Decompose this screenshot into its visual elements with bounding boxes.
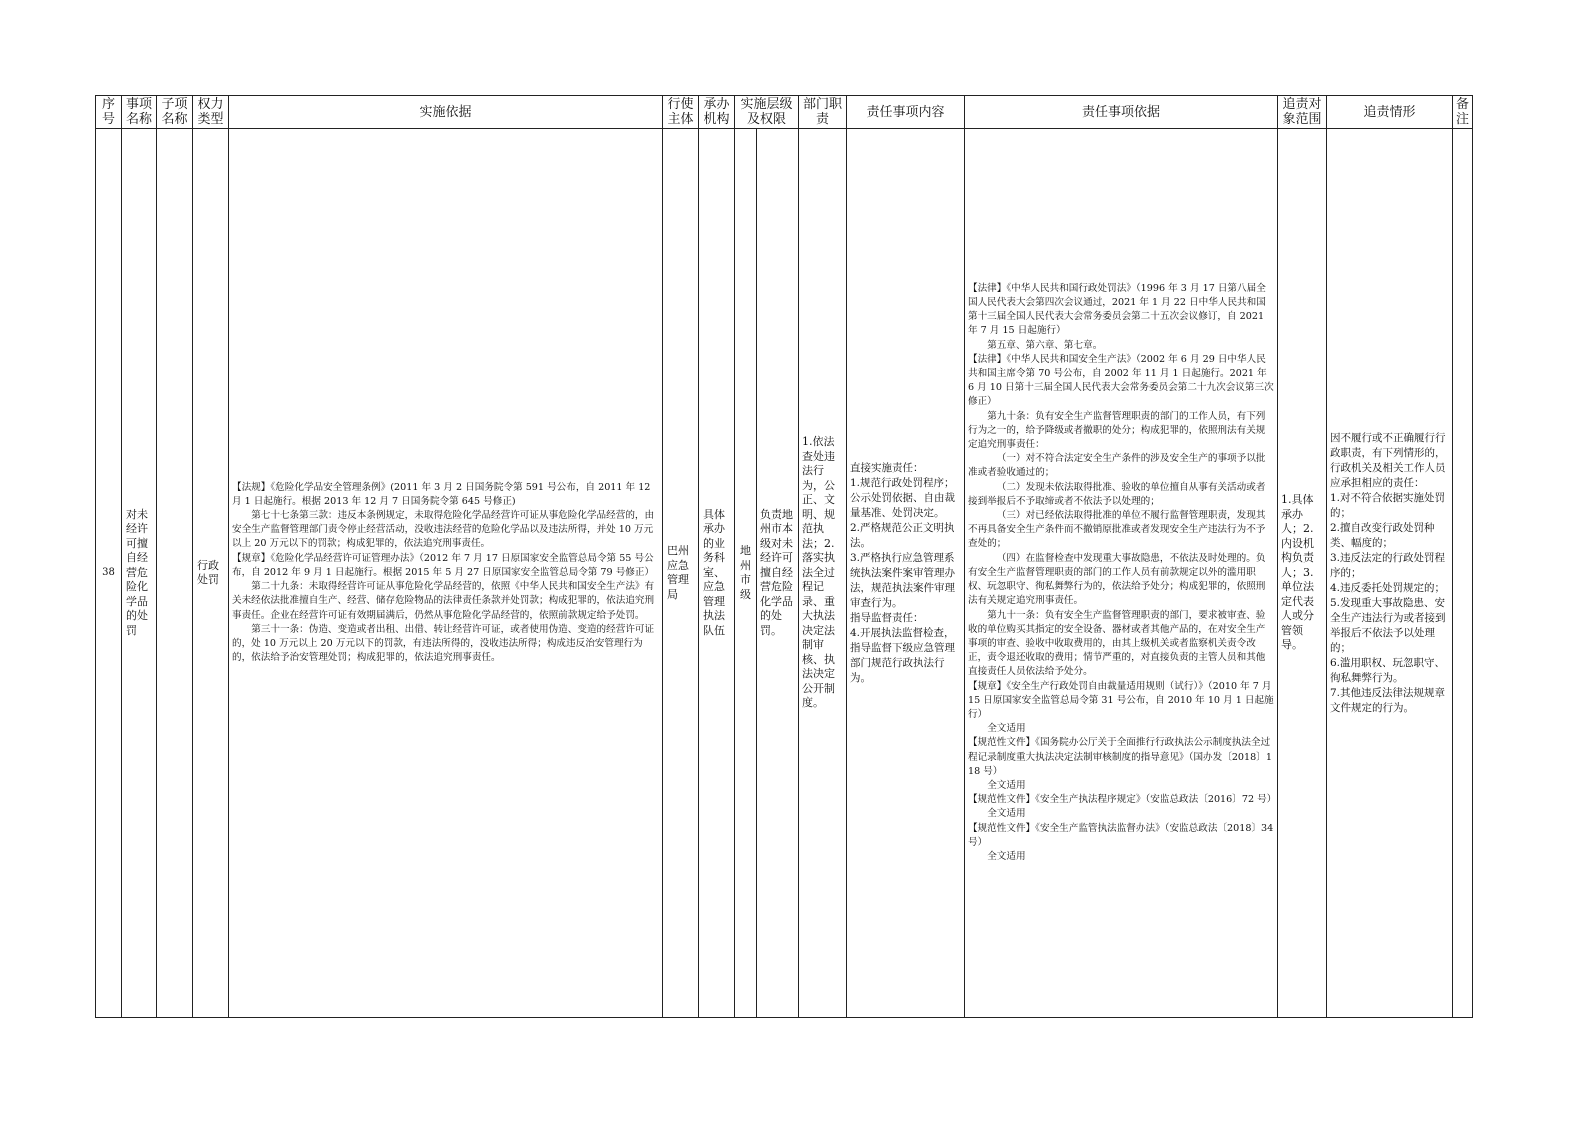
header-level: 实施层级及权限: [735, 96, 799, 129]
header-resp-content: 责任事项内容: [847, 96, 965, 129]
table-row: [96, 129, 1473, 1018]
row-resp-basis: [965, 129, 1278, 1018]
resp-content-line: 直接实施责任：: [850, 461, 924, 474]
acc-situation-line: 1.对不符合依据实施处罚的；: [1330, 491, 1446, 519]
resp-basis-paragraph: 全文适用: [987, 723, 1026, 735]
header-remark: 备注: [1453, 96, 1473, 129]
header-acc-scope: 追责对象范围: [1278, 96, 1327, 129]
document-page: [95, 95, 1473, 1018]
acc-situation-line: 7.其他违反法律法规规章文件规定的行为。: [1330, 686, 1446, 714]
row-acc-scope: 1.具体承办人；2.内设机构负责人；3.单位法定代表人或分管领导。: [1278, 129, 1327, 1018]
acc-situation-line: 因不履行或不正确履行行政职责，有下列情形的，行政机关及相关工作人员应承担相应的责任：: [1330, 431, 1446, 489]
row-power-type: 行政处罚: [193, 129, 229, 1018]
basis-paragraph: 第二十九条：未取得经营许可证从事危险化学品经营的，依照《中华人民共和国安全生产法》有关未经依法批准擅自生产、经营、储存危险物品的法律责任条款并处罚款；构成犯罪的，依法追究刑事责任。企业在经营许可证有效期届满后，仍然从事危险化学品经营的，依照前款规定给予处罚。: [232, 581, 655, 621]
basis-paragraph: 【规章】《危险化学品经营许可证管理办法》（2012 年 7 月 17 日原国家安全监管总局令第 55 号公布，自 2012 年 9 月 1 日起施行。根据 2015 年 5 月 27 日原国家安全监管总局令第 79 号修正）: [232, 552, 655, 578]
header-basis: 实施依据: [229, 96, 663, 129]
resp-content-line: 1.规范行政处罚程序；公示处罚依据、自由裁量基准、处罚决定。: [850, 476, 955, 519]
row-sub-item-name: [157, 129, 193, 1018]
resp-content-line: 2.严格规范公正文明执法。: [850, 521, 955, 549]
acc-situation-line: 6.滥用职权、玩忽职守、徇私舞弊行为。: [1330, 656, 1446, 684]
header-dept-duty: 部门职责: [799, 96, 847, 129]
row-acc-situation: [1327, 129, 1453, 1018]
header-seq: 序号: [96, 96, 122, 129]
resp-content-line: 3.严格执行应急管理系统执法案件案审管理办法，规范执法案件审理审查行为。: [850, 551, 955, 609]
acc-situation-line: 2.擅自改变行政处罚种类、幅度的；: [1330, 521, 1435, 549]
resp-basis-paragraph: 【法律】《中华人民共和国安全生产法》（2002 年 6 月 29 日中华人民共和国主席令第 70 号公布，自 2002 年 11 月 1 日起施行。2021 年 6 月 10 日第十三届全国人民代表大会常务委员会第二十九次会议第三次修正）: [968, 353, 1274, 408]
basis-paragraph: 第七十七条第三款：违反本条例规定，未取得危险化学品经营许可证从事危险化学品经营的，由安全生产监督管理部门责令停止经营活动，没收违法经营的危险化学品以及违法所得，并处 10 万元以上 20 万元以下的罚款；构成犯罪的，依法追究刑事责任。: [232, 510, 655, 550]
resp-content-line: 指导监督责任：: [850, 611, 924, 624]
resp-basis-paragraph: 第五章、第六章、第七章。: [987, 339, 1103, 351]
row-subject: 巴州应急管理局: [663, 129, 699, 1018]
row-item-name: 对未经许可擅自经营危险化学品的处罚: [122, 129, 157, 1018]
basis-paragraph: 第三十一条：伪造、变造或者出租、出借、转让经营许可证，或者使用伪造、变造的经营许可证的，处 10 万元以上 20 万元以下的罚款，有违法所得的，没收违法所得；构成违反治安管理行为的，依法给予治安管理处罚；构成犯罪的，依法追究刑事责任。: [232, 623, 655, 664]
header-subject: 行使主体: [663, 96, 699, 129]
resp-basis-paragraph: 【规章】《安全生产行政处罚自由裁量适用规则（试行）》（2010 年 7 月 15 日原国家安全监管总局令第 31 号公布，自 2010 年 10 月 1 日起施行）: [968, 680, 1274, 720]
row-seq: 38: [96, 129, 122, 1018]
basis-paragraph: 【法规】《危险化学品安全管理条例》(2011 年 3 月 2 日国务院令第 591 号公布，自 2011 年 12 月 1 日起施行。根据 2013 年 12 月 7 日国务院令第 645 号修正): [232, 481, 651, 507]
header-agency: 承办机构: [699, 96, 735, 129]
row-dept-duty: 1.依法查处违法行为，公正、文明、规范执法；2.落实执法全过程记录、重大执法决定法制审核、执法决定公开制度。: [799, 129, 847, 1018]
resp-basis-paragraph: 第九十一条：负有安全生产监督管理职责的部门，要求被审查、验收的单位购买其指定的安全设备、器材或者其他产品的，在对安全生产事项的审查、验收中收取费用的，由其上级机关或者监察机关责令改正，责令退还收取的费用；情节严重的，对直接负责的主管人员和其他直接责任人员依法给予处分。: [968, 609, 1266, 678]
resp-basis-paragraph: （一）对不符合法定安全生产条件的涉及安全生产的事项予以批准或者验收通过的；: [968, 453, 1266, 479]
acc-situation-line: 5.发现重大事故隐患、安全生产违法行为或者接到举报后不依法予以处理的；: [1330, 596, 1446, 654]
row-level-a: 地州市级: [735, 129, 757, 1018]
resp-basis-paragraph: （二）发现未依法取得批准、验收的单位擅自从事有关活动或者接到举报后不予取缔或者不依法予以处理的；: [968, 481, 1266, 507]
row-agency: 具体承办的业务科室、应急管理执法队伍: [699, 129, 735, 1018]
resp-basis-paragraph: 全文适用: [987, 850, 1026, 862]
resp-basis-paragraph: 全文适用: [987, 779, 1026, 791]
acc-situation-line: 4.违反委托处罚规定的；: [1330, 581, 1446, 594]
resp-basis-paragraph: 【规范性文件】《安全生产执法程序规定》（安监总政法〔2016〕72 号）: [968, 794, 1277, 806]
responsibility-table: [95, 95, 1473, 1018]
row-resp-content: [847, 129, 965, 1018]
resp-basis-paragraph: 第九十条：负有安全生产监督管理职责的部门的工作人员，有下列行为之一的，给予降级或者撤职的处分；构成犯罪的，依照刑法有关规定追究刑事责任：: [968, 410, 1266, 451]
header-row: [96, 96, 1473, 129]
resp-basis-paragraph: 【法律】《中华人民共和国行政处罚法》（1996 年 3 月 17 日第八届全国人民代表大会第四次会议通过，2021 年 1 月 22 日中华人民共和国第十三届全国人民代表大会常务委员会第二十五次会议修订，自 2021 年 7 月 15 日起施行）: [968, 282, 1266, 337]
resp-basis-paragraph: 【规范性文件】《国务院办公厅关于全面推行行政执法公示制度执法全过程记录制度重大执法决定法制审核制度的指导意见》（国办发〔2018〕118 号）: [968, 737, 1272, 777]
resp-basis-paragraph: （三）对已经依法取得批准的单位不履行监督管理职责，发现其不再具备安全生产条件而不撤销原批准或者发现安全生产违法行为不予查处的；: [968, 510, 1266, 550]
resp-content-line: 4.开展执法监督检查，指导监督下级应急管理部门规范行政执法行为。: [850, 626, 955, 684]
header-acc-situation: 追责情形: [1327, 96, 1453, 129]
header-item-name: 事项名称: [122, 96, 157, 129]
resp-basis-paragraph: 【规范性文件】《安全生产监管执法监督办法》（安监总政法〔2018〕34 号）: [968, 822, 1274, 848]
row-remark: [1453, 129, 1473, 1018]
resp-basis-paragraph: （四）在监督检查中发现重大事故隐患，不依法及时处理的。负有安全生产监督管理职责的部门的工作人员有前款规定以外的滥用职权、玩忽职守、徇私舞弊行为的，依法给予处分；构成犯罪的，依照刑法有关规定追究刑事责任。: [968, 552, 1266, 607]
resp-basis-paragraph: 全文适用: [987, 808, 1026, 820]
header-power-type: 权力类型: [193, 96, 229, 129]
acc-situation-line: 3.违反法定的行政处罚程序的；: [1330, 551, 1446, 579]
header-sub-item-name: 子项名称: [157, 96, 193, 129]
row-level-b: 负责地州市本级对未经许可擅自经营危险化学品的处罚。: [757, 129, 799, 1018]
header-resp-basis: 责任事项依据: [965, 96, 1278, 129]
row-basis: [229, 129, 663, 1018]
